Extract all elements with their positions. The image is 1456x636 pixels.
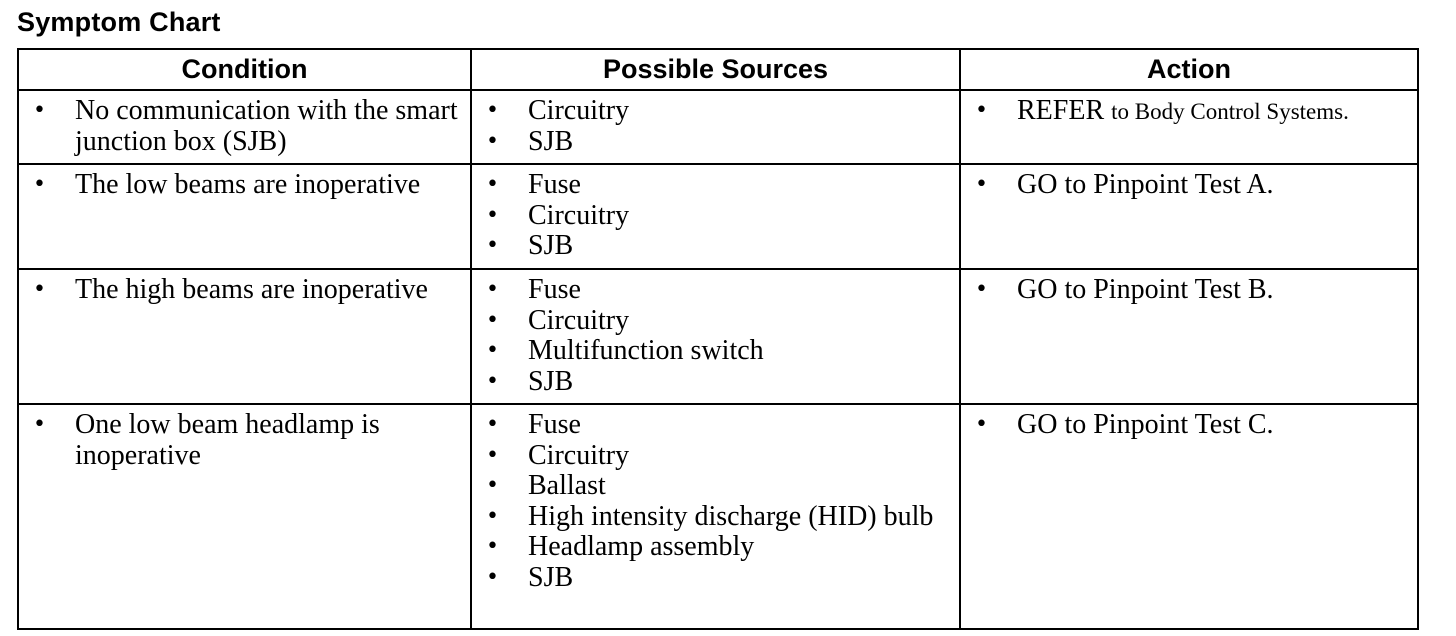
source-item: • Fuse <box>484 275 955 306</box>
source-item: • Multifunction switch <box>484 336 955 367</box>
action-text: • GO to Pinpoint Test A. <box>973 170 1413 201</box>
action-text <box>973 96 1413 128</box>
source-item: • High intensity discharge (HID) bulb <box>484 502 955 533</box>
source-item: • Fuse <box>484 410 955 441</box>
condition-cell <box>18 164 471 269</box>
sources-cell <box>471 164 960 269</box>
header-condition: Condition <box>18 49 471 90</box>
sources-cell <box>471 90 960 164</box>
source-item: • Ballast <box>484 471 955 502</box>
source-item: • Circuitry <box>484 201 955 232</box>
action-cell <box>960 404 1418 629</box>
sources-cell <box>471 269 960 404</box>
source-item: • SJB <box>484 367 955 398</box>
condition-text: • The low beams are inoperative <box>31 170 466 201</box>
source-item: • Circuitry <box>484 96 955 127</box>
source-item: • Headlamp assembly <box>484 532 955 563</box>
table-row <box>18 404 1418 629</box>
symptom-chart-table <box>17 48 1419 630</box>
condition-cell <box>18 404 471 629</box>
source-item: • SJB <box>484 127 955 158</box>
sources-cell <box>471 404 960 629</box>
source-item: • SJB <box>484 231 955 262</box>
condition-text: • No communication with the smart junction box (SJB) <box>31 96 466 157</box>
source-item: • Fuse <box>484 170 955 201</box>
action-cell <box>960 164 1418 269</box>
action-verb: REFER <box>1017 95 1105 126</box>
header-row <box>18 49 1418 90</box>
table-row <box>18 90 1418 164</box>
condition-cell <box>18 90 471 164</box>
condition-text: • The high beams are inoperative <box>31 275 466 306</box>
table-row <box>18 269 1418 404</box>
action-target: to Body Control Systems. <box>1111 99 1349 124</box>
action-cell <box>960 90 1418 164</box>
action-text: • GO to Pinpoint Test C. <box>973 410 1413 441</box>
page-title: Symptom Chart <box>17 7 221 37</box>
source-item: • Circuitry <box>484 306 955 337</box>
action-cell <box>960 269 1418 404</box>
action-text: • GO to Pinpoint Test B. <box>973 275 1413 306</box>
source-item: • Circuitry <box>484 441 955 472</box>
header-possible-sources: Possible Sources <box>471 49 960 90</box>
table-row <box>18 164 1418 269</box>
condition-cell <box>18 269 471 404</box>
header-action: Action <box>960 49 1418 90</box>
condition-text: • One low beam headlamp is inoperative <box>31 410 466 471</box>
source-item: • SJB <box>484 563 955 594</box>
